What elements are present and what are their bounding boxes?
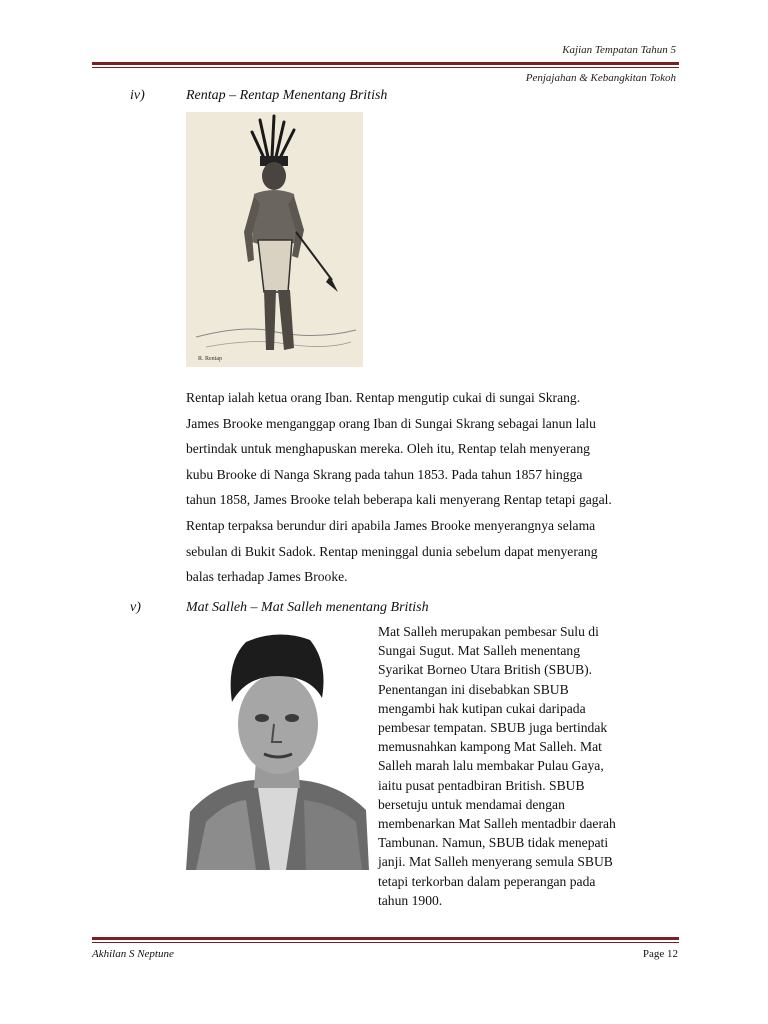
text-line: Mat Salleh merupakan pembesar Sulu di [378, 624, 599, 639]
text-line: membenarkan Mat Salleh mentadbir daerah [378, 816, 616, 832]
header-rule-thin [92, 67, 679, 68]
text-line: pembesar tempatan. SBUB juga bertindak [378, 720, 608, 736]
mat-salleh-figure-drawing [186, 632, 369, 870]
footer-rule [92, 937, 679, 940]
text-line: balas terhadap James Brooke. [186, 569, 348, 585]
illustration-signature: R. Rentap [198, 356, 222, 362]
text-line: bertindak untuk menghapuskan mereka. Oleh itu, Rentap telah menyerang [186, 441, 590, 457]
text-line: bersetuju untuk mendamai dengan [378, 796, 565, 812]
header-title: Kajian Tempatan Tahun 5 [562, 44, 676, 56]
text-line: iaitu pusat pentadbiran British. SBUB [378, 777, 585, 793]
text-line: memusnahkan kampong Mat Salleh. Mat [378, 739, 602, 755]
text-line: Syarikat Borneo Utara British (SBUB). [378, 662, 593, 678]
text-line: sebulan di Bukit Sadok. Rentap meninggal dunia sebelum dapat menyerang [186, 543, 598, 559]
text-line: Rentap terpaksa berundur diri apabila James Brooke menyerangnya selama [186, 517, 596, 533]
rentap-illustration [186, 112, 363, 367]
text-line: James Brooke menganggap orang Iban di Sungai Skrang sebagai lanun lalu [186, 415, 596, 431]
rentap-figure-drawing [186, 112, 363, 367]
mat-salleh-paragraph [378, 622, 678, 910]
section-number-v: v) [130, 600, 141, 615]
mat-salleh-portrait [186, 632, 369, 870]
section-number-iv: iv) [130, 88, 145, 103]
text-line: Penentangan ini disebabkan SBUB [378, 681, 569, 697]
text-line: Tambunan. Namun, SBUB tidak menepati [378, 835, 609, 851]
text-line: tahun 1858, James Brooke telah beberapa kali menyerang Rentap tetapi gagal. [186, 492, 612, 508]
text-line: kubu Brooke di Nanga Skrang pada tahun 1853. Pada tahun 1857 hingga [186, 466, 583, 482]
header-subtitle: Penjajahan & Kebangkitan Tokoh [525, 72, 676, 84]
text-line: Salleh marah lalu membakar Pulau Gaya, [378, 758, 604, 774]
text-line: Sungai Sugut. Mat Salleh menentang [378, 643, 580, 659]
section-title-mat-salleh: Mat Salleh – Mat Salleh menentang British [186, 600, 429, 615]
footer-author: Akhilan S Neptune [92, 948, 174, 960]
text-line: Rentap ialah ketua orang Iban. Rentap mengutip cukai di sungai Skrang. [186, 390, 581, 405]
page-number: Page 12 [642, 948, 678, 960]
section-title-rentap: Rentap – Rentap Menentang British [186, 88, 388, 103]
text-line: janji. Mat Salleh menyerang semula SBUB [378, 854, 613, 870]
rentap-paragraph [186, 385, 678, 590]
text-line: tetapi terkorban dalam peperangan pada [378, 873, 596, 889]
header-rule [92, 62, 679, 65]
footer-rule-thin [92, 942, 679, 943]
text-line: mengambi hak kutipan cukai daripada [378, 700, 586, 716]
text-line: tahun 1900. [378, 892, 443, 908]
